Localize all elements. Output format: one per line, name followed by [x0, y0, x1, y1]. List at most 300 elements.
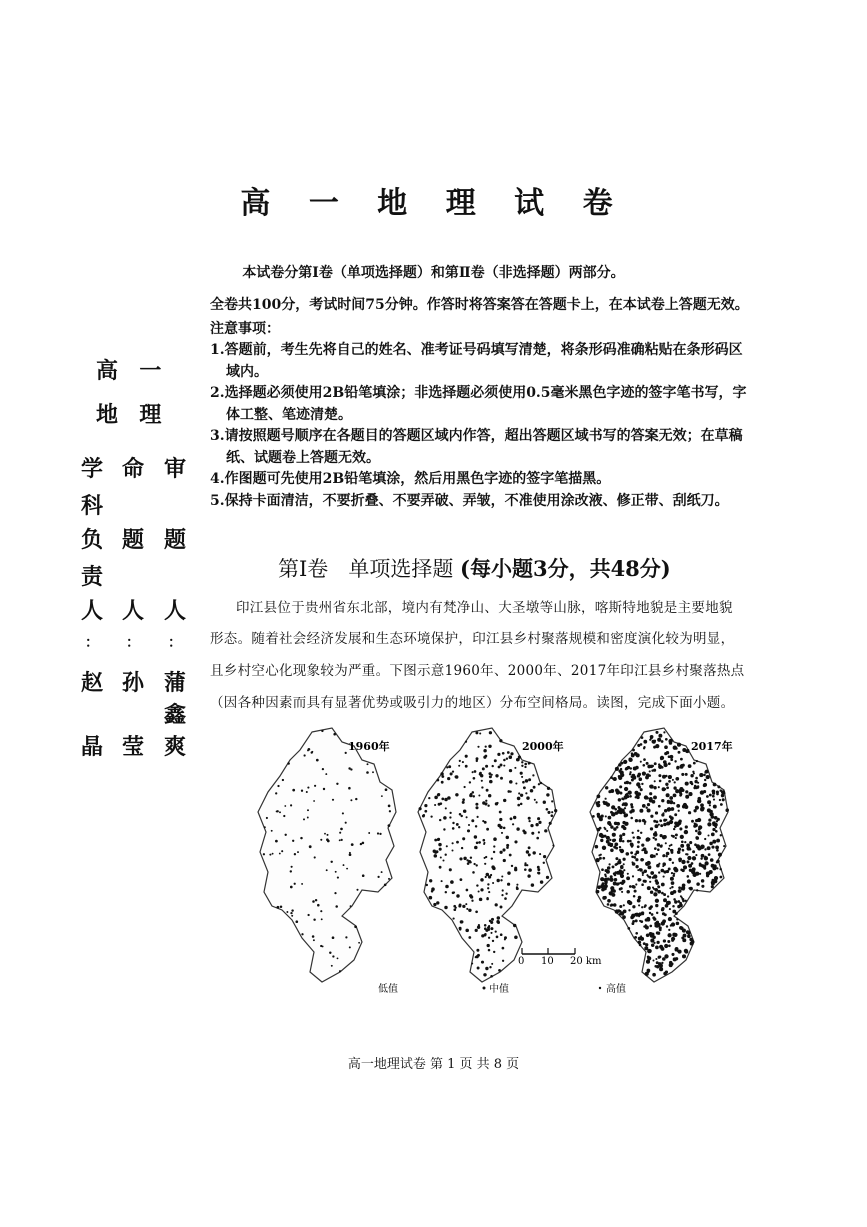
settlement-dot: [669, 800, 673, 804]
settlement-dot: [291, 866, 293, 868]
settlement-dot: [424, 810, 427, 813]
settlement-dot: [491, 774, 493, 776]
settlement-dot: [290, 886, 293, 889]
settlement-dot: [619, 791, 621, 793]
section-score: (每小题3分，共48分): [460, 556, 671, 581]
settlement-dot: [609, 839, 611, 841]
settlement-dot: [678, 950, 682, 954]
settlement-dot: [489, 731, 492, 734]
settlement-dot: [622, 858, 625, 861]
settlement-dot: [638, 912, 642, 916]
settlement-dot: [468, 824, 470, 826]
settlement-dot: [663, 731, 665, 733]
settlement-dot: [524, 868, 527, 871]
settlement-dot: [283, 815, 285, 817]
settlement-dot: [623, 904, 625, 906]
settlement-dot: [611, 888, 615, 892]
settlement-dot: [488, 794, 491, 797]
settlement-dot: [704, 861, 708, 865]
sidebar-char: 科: [80, 493, 103, 519]
settlement-dot: [487, 944, 490, 947]
settlement-dot: [306, 791, 308, 793]
settlement-dot: [673, 828, 675, 830]
settlement-dot: [661, 766, 664, 769]
settlement-dot: [292, 789, 295, 792]
settlement-dot: [439, 866, 442, 869]
settlement-dot: [660, 845, 663, 848]
map-2000: [418, 728, 557, 982]
scale-0: 0: [518, 956, 525, 967]
settlement-dot: [663, 763, 667, 767]
settlement-dot: [637, 899, 641, 903]
settlement-dot: [474, 770, 477, 773]
sidebar-column-1: [77, 452, 107, 762]
settlement-dot: [657, 738, 661, 742]
settlement-dot: [475, 825, 477, 827]
settlement-dot: [656, 941, 659, 944]
settlement-dot: [695, 777, 698, 780]
settlement-dot: [689, 887, 693, 891]
settlement-dot: [653, 833, 656, 836]
settlement-dot: [628, 900, 631, 903]
settlement-dot: [613, 882, 617, 886]
settlement-dot: [434, 804, 436, 806]
settlement-hotspot-maps: [230, 720, 770, 1010]
settlement-dot: [676, 766, 679, 769]
settlement-dot: [679, 827, 682, 830]
settlement-dot: [657, 890, 661, 894]
settlement-dot: [476, 864, 478, 866]
settlement-dot: [622, 915, 626, 919]
settlement-dot: [673, 873, 675, 875]
settlement-dot: [712, 840, 716, 844]
settlement-dot: [524, 766, 526, 768]
settlement-dot: [493, 837, 497, 841]
settlement-dot: [507, 871, 510, 874]
settlement-dot: [631, 779, 634, 782]
settlement-dot: [493, 851, 495, 853]
settlement-dot: [424, 804, 427, 807]
settlement-dot: [613, 903, 617, 907]
settlement-dot: [704, 856, 708, 860]
settlement-dot: [543, 862, 545, 864]
settlement-dot: [339, 832, 341, 834]
settlement-dot: [502, 960, 504, 962]
settlement-dot: [637, 845, 640, 848]
settlement-dot: [641, 883, 644, 886]
settlement-dot: [614, 871, 617, 874]
settlement-dot: [719, 799, 721, 801]
settlement-dot: [648, 876, 651, 879]
settlement-dot: [641, 913, 644, 916]
settlement-dot: [475, 910, 478, 913]
settlement-dot: [700, 857, 702, 859]
settlement-dot: [655, 958, 657, 960]
settlement-dot: [513, 924, 516, 927]
settlement-dot: [473, 863, 475, 865]
settlement-dot: [706, 795, 709, 798]
settlement-dot: [657, 885, 660, 888]
settlement-dot: [668, 780, 671, 783]
settlement-dot: [696, 882, 700, 886]
settlement-dot: [610, 904, 613, 907]
settlement-dot: [277, 785, 279, 787]
settlement-dot: [605, 786, 608, 789]
settlement-dot: [636, 794, 640, 798]
settlement-dot: [655, 899, 659, 903]
settlement-dot: [666, 925, 668, 927]
settlement-dot: [481, 934, 484, 937]
settlement-dot: [434, 839, 437, 842]
settlement-dot: [664, 913, 667, 916]
settlement-dot: [485, 803, 488, 806]
settlement-dot: [312, 900, 315, 903]
settlement-dot: [602, 896, 606, 900]
settlement-dot: [632, 749, 635, 752]
settlement-dot: [655, 811, 658, 814]
settlement-dot: [679, 890, 681, 892]
settlement-dot: [687, 879, 691, 883]
map-2017: [590, 728, 729, 982]
settlement-dot: [646, 837, 650, 841]
settlement-dot: [632, 774, 636, 778]
settlement-dot: [640, 920, 643, 923]
settlement-dot: [693, 825, 696, 828]
settlement-dot: [367, 763, 369, 765]
settlement-dot: [491, 918, 494, 921]
settlement-dot: [499, 851, 502, 854]
settlement-dot: [635, 865, 638, 868]
settlement-dot: [297, 851, 299, 853]
settlement-dot: [544, 829, 547, 832]
settlement-dot: [485, 929, 488, 932]
settlement-dot: [711, 846, 714, 849]
settlement-dot: [389, 810, 391, 812]
settlement-dot: [516, 827, 519, 830]
settlement-dot: [441, 880, 443, 882]
settlement-dot: [647, 971, 650, 974]
settlement-dot: [663, 939, 666, 942]
settlement-dot: [621, 797, 624, 800]
settlement-dot: [686, 930, 690, 934]
settlement-dot: [528, 817, 531, 820]
settlement-dot: [682, 849, 684, 851]
settlement-dot: [678, 848, 681, 851]
settlement-dot: [345, 822, 347, 824]
settlement-dot: [653, 888, 655, 890]
settlement-dot: [439, 819, 441, 821]
settlement-dot: [485, 765, 488, 768]
settlement-dot: [547, 811, 550, 814]
settlement-dot: [668, 848, 670, 850]
settlement-dot: [678, 810, 680, 812]
settlement-dot: [295, 920, 298, 923]
settlement-dot: [501, 875, 503, 877]
settlement-dot: [643, 740, 647, 744]
settlement-dot: [701, 854, 705, 858]
settlement-dot: [630, 803, 633, 806]
settlement-dot: [651, 769, 653, 771]
settlement-dot: [377, 876, 379, 878]
settlement-dot: [496, 802, 498, 804]
sidebar-char: 学: [80, 456, 103, 482]
settlement-dot: [465, 765, 468, 768]
map-legend: [378, 982, 626, 995]
settlement-dot: [543, 855, 546, 858]
settlement-dot: [604, 828, 606, 830]
settlement-dot: [623, 869, 625, 871]
settlement-dot: [623, 910, 627, 914]
settlement-dot: [685, 795, 689, 799]
settlement-dot: [499, 818, 502, 821]
settlement-dot: [674, 868, 678, 872]
settlement-dot: [429, 879, 432, 882]
settlement-dot: [543, 801, 546, 804]
settlement-dot: [533, 786, 536, 789]
settlement-dot: [466, 816, 468, 818]
settlement-dot: [263, 853, 265, 855]
settlement-dot: [722, 791, 725, 794]
settlement-dot: [484, 924, 487, 927]
settlement-dot: [655, 946, 659, 950]
settlement-dot: [509, 790, 511, 792]
settlement-dot: [689, 869, 692, 872]
settlement-dot: [605, 880, 608, 883]
settlement-dot: [638, 941, 641, 944]
settlement-dot: [521, 776, 523, 778]
settlement-dot: [516, 887, 519, 890]
settlement-dot: [693, 762, 696, 765]
settlement-dot: [677, 905, 680, 908]
settlement-dot: [609, 878, 613, 882]
settlement-dot: [637, 775, 640, 778]
settlement-dot: [640, 832, 642, 834]
settlement-dot: [524, 763, 527, 766]
settlement-dot: [460, 878, 463, 881]
info-line: 全卷共100分，考试时间75分钟。作答时将答案答在答题卡上，在本试卷上答题无效。: [210, 297, 749, 313]
settlement-dot: [707, 834, 709, 836]
settlement-dot: [606, 830, 608, 832]
settlement-dot: [459, 857, 462, 860]
settlement-dot: [696, 760, 698, 762]
settlement-dot: [483, 843, 485, 845]
settlement-dot: [488, 937, 490, 939]
settlement-dot: [658, 786, 660, 788]
settlement-dot: [599, 857, 602, 860]
settlement-dot: [497, 916, 500, 919]
settlement-dot: [643, 758, 646, 761]
settlement-dot: [480, 888, 483, 891]
settlement-dot: [664, 745, 668, 749]
settlement-dot: [666, 855, 668, 857]
settlement-dot: [440, 772, 443, 775]
settlement-dot: [290, 870, 292, 872]
settlement-dot: [528, 846, 531, 849]
settlement-dot: [685, 782, 689, 786]
settlement-dot: [490, 975, 493, 978]
notice-heading: 注意事项：: [210, 321, 280, 337]
settlement-dot: [650, 765, 653, 768]
map-year-2000: 2000年: [522, 740, 564, 753]
settlement-dot: [665, 842, 667, 844]
settlement-dot: [654, 838, 657, 841]
settlement-dot: [649, 798, 653, 802]
settlement-dot: [470, 895, 473, 898]
settlement-dot: [674, 781, 676, 783]
settlement-dot: [624, 814, 628, 818]
settlement-dot: [618, 859, 621, 862]
settlement-dot: [623, 863, 625, 865]
settlement-dot: [453, 908, 456, 911]
settlement-dot: [622, 880, 626, 884]
settlement-dot: [322, 768, 324, 770]
settlement-dot: [487, 883, 489, 885]
settlement-dot: [606, 803, 610, 807]
settlement-dot: [350, 905, 352, 907]
settlement-dot: [480, 878, 484, 882]
settlement-dot: [628, 909, 630, 911]
settlement-dot: [671, 937, 675, 941]
settlement-dot: [603, 802, 606, 805]
settlement-dot: [661, 908, 664, 911]
settlement-dot: [509, 854, 512, 857]
settlement-dot: [277, 906, 280, 909]
settlement-dot: [521, 761, 523, 763]
settlement-dot: [665, 738, 668, 741]
settlement-dot: [694, 843, 697, 846]
settlement-dot: [381, 871, 383, 873]
settlement-dot: [525, 792, 527, 794]
settlement-dot: [481, 961, 484, 964]
settlement-dot: [453, 905, 456, 908]
settlement-dot: [503, 859, 506, 862]
settlement-dot: [540, 880, 543, 883]
sidebar-char: 爽: [163, 734, 186, 760]
settlement-dot: [602, 846, 606, 850]
settlement-dot: [655, 820, 658, 823]
settlement-dot: [650, 785, 654, 789]
settlement-dot: [301, 933, 303, 935]
settlement-dot: [530, 789, 534, 793]
settlement-dot: [492, 765, 494, 767]
settlement-dot: [689, 781, 692, 784]
settlement-dot: [485, 746, 487, 748]
settlement-dot: [336, 783, 338, 785]
settlement-dot: [713, 783, 717, 787]
settlement-dot: [279, 853, 281, 855]
settlement-dot: [536, 837, 539, 840]
settlement-dot: [552, 844, 554, 846]
settlement-dot: [483, 756, 486, 759]
sidebar-char: 赵: [80, 670, 103, 696]
settlement-dot: [491, 963, 493, 965]
settlement-dot: [605, 875, 607, 877]
settlement-dot: [451, 849, 453, 851]
settlement-dot: [465, 741, 467, 743]
settlement-dot: [701, 879, 705, 883]
settlement-dot: [486, 873, 490, 877]
settlement-dot: [527, 874, 530, 877]
settlement-dot: [623, 760, 627, 764]
settlement-dot: [657, 848, 660, 851]
settlement-dot: [486, 898, 489, 901]
settlement-dot: [673, 933, 677, 937]
settlement-dot: [466, 889, 469, 892]
settlement-dot: [651, 913, 654, 916]
settlement-dot: [526, 796, 529, 799]
settlement-dot: [668, 868, 671, 871]
settlement-dot: [659, 956, 662, 959]
settlement-dot: [695, 854, 697, 856]
settlement-dot: [467, 829, 470, 832]
settlement-dot: [349, 946, 351, 948]
settlement-dot: [459, 760, 461, 762]
settlement-dot: [620, 874, 624, 878]
settlement-dot: [685, 825, 688, 828]
settlement-dot: [345, 936, 347, 938]
settlement-dot: [679, 794, 682, 797]
settlement-dot: [676, 804, 680, 808]
settlement-dot: [537, 866, 540, 869]
settlement-dot: [303, 754, 305, 756]
intro-line: 本试卷分第Ⅰ卷（单项选择题）和第Ⅱ卷（非选择题）两部分。: [242, 265, 625, 281]
settlement-dot: [610, 843, 613, 846]
settlement-dot: [652, 876, 654, 878]
settlement-dot: [633, 767, 635, 769]
settlement-dot: [658, 824, 660, 826]
settlement-dot: [437, 779, 440, 782]
settlement-dot: [312, 935, 315, 938]
settlement-dot: [669, 908, 671, 910]
settlement-dot: [452, 822, 454, 824]
settlement-dot: [659, 967, 663, 971]
settlement-dot: [715, 846, 719, 850]
settlement-dot: [500, 933, 503, 936]
settlement-dot: [668, 739, 672, 743]
settlement-dot: [332, 799, 334, 801]
settlement-dot: [463, 809, 466, 812]
settlement-dot: [471, 819, 474, 822]
settlement-dot: [694, 785, 697, 788]
settlement-dot: [719, 868, 721, 870]
settlement-dot: [631, 855, 634, 858]
settlement-dot: [668, 755, 671, 758]
settlement-dot: [478, 794, 480, 796]
settlement-dot: [470, 856, 472, 858]
settlement-dot: [680, 869, 683, 872]
settlement-dot: [498, 969, 501, 972]
settlement-dot: [426, 884, 428, 886]
sidebar-char: 人: [163, 598, 186, 624]
settlement-dot: [663, 823, 667, 827]
settlement-dot: [649, 770, 651, 772]
settlement-dot: [682, 954, 686, 958]
settlement-dot: [607, 878, 610, 881]
settlement-dot: [332, 936, 335, 939]
settlement-dot: [434, 796, 438, 800]
settlement-dot: [655, 881, 659, 885]
settlement-dot: [619, 837, 622, 840]
settlement-dot: [514, 767, 516, 769]
settlement-dot: [592, 815, 595, 818]
legend-mid-marker: [483, 987, 486, 990]
settlement-dot: [680, 844, 684, 848]
settlement-dot: [546, 876, 549, 879]
settlement-dot: [486, 789, 489, 792]
settlement-dot: [653, 918, 656, 921]
settlement-dot: [469, 794, 473, 798]
settlement-dot: [516, 884, 518, 886]
